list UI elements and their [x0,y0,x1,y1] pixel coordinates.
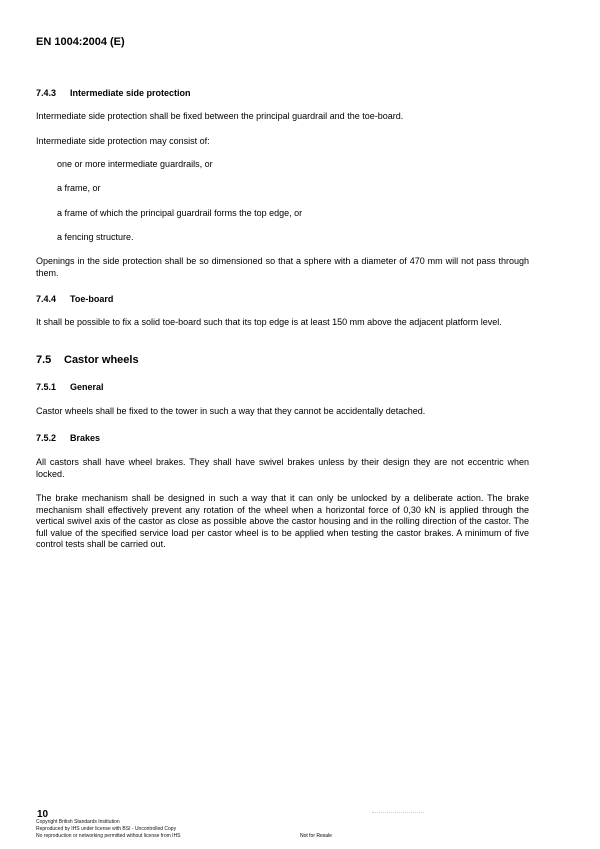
paragraph: All castors shall have wheel brakes. They shall have swivel brakes unless by their design they are not eccentric when locked. [36,457,529,479]
heading-7-5-2 [36,433,100,443]
heading-7-4-4 [36,294,113,304]
paragraph: Castor wheels shall be fixed to the tower in such a way that they cannot be accidentally detached. [36,406,426,416]
section-title: Brakes [70,433,101,443]
section-number: 7.5.2 [36,433,57,443]
section-number: 7.4.3 [36,88,57,98]
list-item: a frame of which the principal guardrail forms the top edge, or [57,208,303,218]
section-number: 7.5 [36,354,52,366]
heading-7-5-1 [36,382,104,392]
list-item: one or more intermediate guardrails, or [57,159,213,169]
not-for-resale-notice: Not for Resale [300,833,332,839]
list-item: a frame, or [57,183,101,193]
standard-identifier: EN 1004:2004 (E) [36,36,125,48]
list-item: a fencing structure. [57,232,134,242]
copyright-line: Copyright British Standards Institution [36,819,120,825]
section-number: 7.5.1 [36,382,57,392]
heading-7-4-3 [36,88,191,98]
page-number: 10 [37,809,49,820]
heading-7-5 [36,354,139,366]
scan-artifact [372,812,424,814]
section-title: Castor wheels [64,354,139,366]
section-number: 7.4.4 [36,294,57,304]
section-title: Intermediate side protection [70,88,191,98]
paragraph: Intermediate side protection may consist of: [36,136,210,146]
paragraph: Openings in the side protection shall be so dimensioned so that a sphere with a diameter of 470 mm will not pass through them. [36,256,529,278]
section-title: Toe-board [70,294,114,304]
paragraph: The brake mechanism shall be designed in such a way that it can only be unlocked by a deliberate action. The brake mechanism shall effectively prevent any rotation of the wheel when a horizontal force of 0,30 kN is applied through the vertical swivel axis of the castor as close as possible above the castor housing and in the rolling direction of the castor. The full value of the specified service load per castor wheel is to be applied when testing the castor brakes. A minimum of five control tests shall be carried out. [36,493,529,549]
section-title: General [70,382,104,392]
paragraph: Intermediate side protection shall be fixed between the principal guardrail and the toe-board. [36,111,404,121]
copyright-line: Reproduced by IHS under license with BSI - Uncontrolled Copy [36,826,177,832]
paragraph: It shall be possible to fix a solid toe-board such that its top edge is at least 150 mm above the adjacent platform level. [36,317,502,327]
copyright-line: No reproduction or networking permitted without license from IHS [36,833,181,839]
